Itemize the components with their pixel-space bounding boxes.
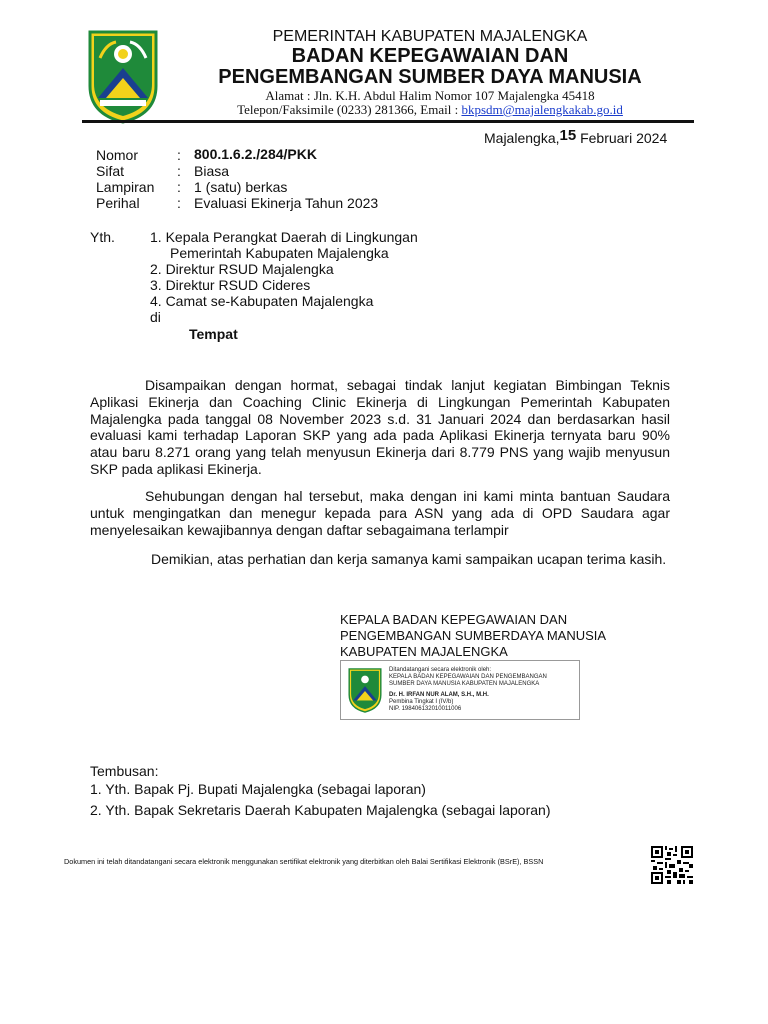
meta-colon: : <box>177 179 181 195</box>
header-address: Alamat : Jln. K.H. Abdul Halim Nomor 107 Majalengka 45418 <box>265 88 595 103</box>
sig-box-line2: KEPALA BADAN KEPEGAWAIAN DAN PENGEMBANGAN <box>389 674 547 680</box>
body-p1-text: Disampaikan dengan hormat, sebagai tindak lanjut kegiatan Bimbingan Teknis Aplikasi Ekinerja dan Coaching Clinic Ekinerja di Lingkungan Pemerintah Kabupaten Majalengka pada tanggal 08 November 2023 s.d. 31 Januari 2024 dan berdasarkan hasil evaluasi kami terhadap Laporan SKP yang ada pada Aplikasi Ekinerja ternyata baru 90% atau baru 8.271 orang yang telah menyusun Ekinerja dari 8.779 PNS yang wajib menyusun SKP pada aplikasi Ekinerja. <box>90 377 670 477</box>
qr-code-icon <box>651 846 693 884</box>
body-paragraph-1 <box>90 377 670 478</box>
signature-title <box>340 612 606 660</box>
letter-date <box>484 127 668 147</box>
body-p2-text: Sehubungan dengan hal tersebut, maka dengan ini kami minta bantuan Saudara untuk mengingatkan dan menegur kepada para ASN yang ada di OPD Saudara agar menyelesaikan kewajibannya dengan daftar sebagaimana terlampir <box>90 488 670 538</box>
signature-title-line2: PENGEMBANGAN SUMBERDAYA MANUSIA <box>340 628 607 643</box>
recipients-tempat: Tempat <box>189 326 238 342</box>
recipient-item: 2. Direktur RSUD Majalengka <box>150 261 334 277</box>
meta-value-sifat: Biasa <box>194 163 230 179</box>
recipient-item: Pemerintah Kabupaten Majalengka <box>170 245 389 261</box>
recipient-item: 4. Camat se-Kabupaten Majalengka <box>150 293 374 309</box>
meta-colon: : <box>177 147 181 163</box>
header-phone: Telepon/Faksimile (0233) 281366, Email : <box>237 102 462 117</box>
meta-label-nomor: Nomor <box>96 147 139 163</box>
body-paragraph-3 <box>96 551 676 568</box>
sig-box-line3: SUMBER DAYA MANUSIA KABUPATEN MAJALENGKA <box>389 681 540 687</box>
signature-title-line1: KEPALA BADAN KEPEGAWAIAN DAN <box>340 612 568 627</box>
meta-value-lampiran: 1 (satu) berkas <box>194 179 288 195</box>
body-p3-text: Demikian, atas perhatian dan kerja samanya kami sampaikan ucapan terima kasih. <box>151 551 667 567</box>
tembusan-item: 2. Yth. Bapak Sekretaris Daerah Kabupaten Majalengka (sebagai laporan) <box>90 802 551 818</box>
recipient-item: 3. Direktur RSUD Cideres <box>150 277 311 293</box>
header-email-link[interactable]: bkpsdm@majalengkakab.go.id <box>461 102 623 117</box>
sig-box-line1: Ditandatangani secara elektronik oleh: <box>389 667 492 673</box>
sig-box-name: Dr. H. IRFAN NUR ALAM, S.H., M.H. <box>389 692 489 698</box>
header-agency-line2: PENGEMBANGAN SUMBER DAYA MANUSIA <box>218 66 642 88</box>
recipients-di: di <box>150 309 161 325</box>
signature-logo-icon <box>345 667 385 713</box>
meta-label-lampiran: Lampiran <box>96 179 155 195</box>
signature-title-line3: KABUPATEN MAJALENGKA <box>340 644 508 659</box>
date-month-year: Februari 2024 <box>580 130 668 146</box>
tembusan-item: 1. Yth. Bapak Pj. Bupati Majalengka (sebagai laporan) <box>90 781 426 797</box>
header-divider <box>82 120 694 123</box>
recipient-item: 1. Kepala Perangkat Daerah di Lingkungan <box>150 229 418 245</box>
meta-value-perihal: Evaluasi Ekinerja Tahun 2023 <box>194 195 379 211</box>
majalengka-logo <box>86 28 160 124</box>
electronic-signature-box <box>340 660 580 720</box>
sig-box-nip: NIP. 198406132010011006 <box>389 706 462 712</box>
meta-label-perihal: Perihal <box>96 195 140 211</box>
meta-colon: : <box>177 163 181 179</box>
header-agency-line1: BADAN KEPEGAWAIAN DAN <box>291 45 569 67</box>
sig-box-rank: Pembina Tingkat I (IV/b) <box>389 699 454 705</box>
meta-colon: : <box>177 195 181 211</box>
date-day: 15 <box>559 127 577 144</box>
meta-label-sifat: Sifat <box>96 163 125 179</box>
header-contact <box>150 102 710 118</box>
recipients-yth: Yth. <box>90 229 115 245</box>
footer-note: Dokumen ini telah ditandatangani secara elektronik menggunakan sertifikat elektronik yang diterbitkan oleh Balai Sertifikasi Elektronik (BSrE), BSSN <box>64 857 544 866</box>
body-paragraph-2 <box>90 488 670 538</box>
header-government: PEMERINTAH KABUPATEN MAJALENGKA <box>272 28 588 45</box>
meta-value-nomor: 800.1.6.2./284/PKK <box>194 146 317 162</box>
tembusan-label: Tembusan: <box>90 763 159 779</box>
date-city: Majalengka, <box>484 130 560 146</box>
